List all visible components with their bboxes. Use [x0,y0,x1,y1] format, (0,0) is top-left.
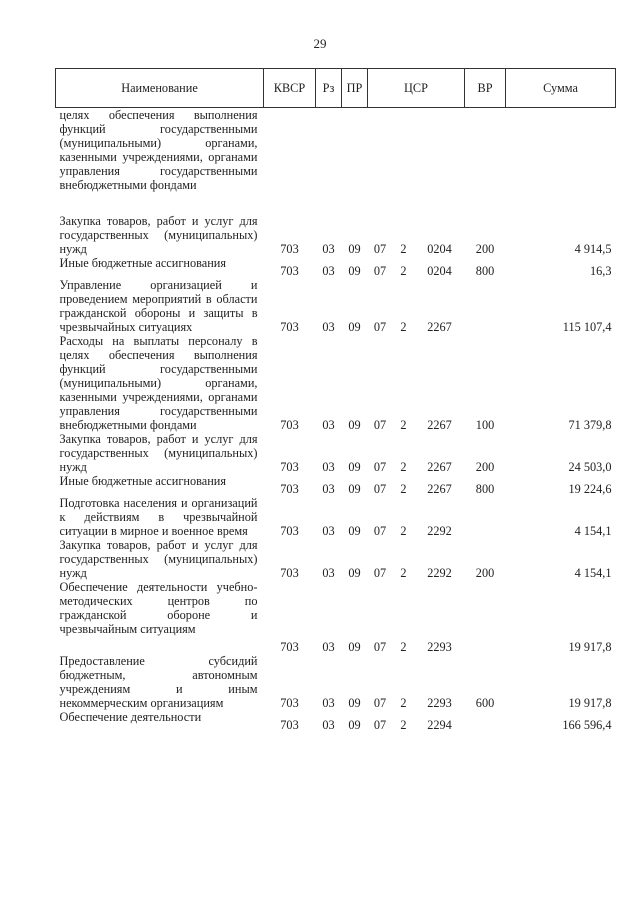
row-csr-program: 07 [373,523,387,538]
row-sum: 166 596,4 [562,717,612,732]
row-name: Обеспечение деятельности учебно-методических центров по гражданской обороне и чрезвычайным ситуациям [59,579,258,636]
row-csr-sub: 2 [400,717,407,732]
row-rz: 03 [322,717,335,732]
row-name: Расходы на выплаты персоналу в целях обеспечения выполнения функций государственными (муниципальными) органами, казенными учреждениями, органами управления государственными внебюджетными фондами [59,333,258,432]
row-kvsr: 703 [280,319,299,334]
header-vr: ВР [465,69,506,108]
row-csr-code: 2293 [427,639,452,654]
row-csr-sub: 2 [400,241,407,256]
row-rz: 03 [322,565,335,580]
row-name: Иные бюджетные ассигнования [59,473,227,488]
table-row [56,278,616,334]
row-kvsr: 703 [280,565,299,580]
row-kvsr: 703 [280,481,299,496]
row-vr [465,496,506,538]
row-pr: 09 [348,639,361,654]
table-row [56,214,616,256]
row-pr: 09 [348,459,361,474]
row-vr [465,580,506,654]
row-csr-sub: 2 [400,565,407,580]
row-csr-program: 07 [373,241,387,256]
row-pr: 09 [348,695,361,710]
row-kvsr: 703 [280,459,299,474]
table-row [56,474,616,496]
row-vr: 200 [475,241,495,256]
table-row [56,496,616,538]
row-csr-sub: 2 [400,263,407,278]
row-vr: 200 [475,459,495,474]
row-name: Предоставление субсидий бюджетным, автономным учреждениям и иным некоммерческим организациям [59,653,258,710]
row-csr-sub: 2 [400,459,407,474]
header-sum: Сумма [506,69,616,108]
row-vr: 800 [475,481,495,496]
row-csr-sub [393,108,415,214]
row-sum: 4 154,1 [574,523,612,538]
row-rz: 03 [322,695,335,710]
row-rz: 03 [322,481,335,496]
row-name: целях обеспечения выполнения функций государственными (муниципальными) органами, казенными учреждениями, органами управления государственными внебюджетными фондами [59,108,258,192]
row-rz: 03 [322,319,335,334]
table-row [56,108,616,214]
row-csr-program: 07 [373,319,387,334]
row-sum [506,108,616,214]
row-vr: 200 [475,565,495,580]
row-kvsr: 703 [280,263,299,278]
row-pr: 09 [348,717,361,732]
row-kvsr [264,108,316,214]
row-sum: 16,3 [590,263,612,278]
row-pr: 09 [348,565,361,580]
row-rz: 03 [322,523,335,538]
row-csr-code: 2294 [427,717,452,732]
table-row [56,432,616,474]
row-csr-program: 07 [373,695,387,710]
table-row [56,710,616,732]
row-pr: 09 [348,481,361,496]
row-csr-code: 2293 [427,695,452,710]
row-rz: 03 [322,639,335,654]
table-row [56,256,616,278]
row-csr-program: 07 [373,263,387,278]
row-vr: 600 [475,695,495,710]
row-csr-code: 0204 [427,241,452,256]
row-csr-program: 07 [373,459,387,474]
row-pr: 09 [348,241,361,256]
row-vr: 800 [475,263,495,278]
row-sum: 4 914,5 [574,241,612,256]
row-csr-code: 2292 [427,523,452,538]
row-csr-program: 07 [373,639,387,654]
header-kvsr: КВСР [264,69,316,108]
row-csr-code: 0204 [427,263,452,278]
row-rz: 03 [322,263,335,278]
row-kvsr: 703 [280,695,299,710]
row-name: Подготовка населения и организаций к действиям в чрезвычайной ситуации в мирное и военное время [59,495,258,538]
row-csr-code [415,108,465,214]
table-row [56,654,616,710]
row-kvsr: 703 [280,639,299,654]
table-header-row [56,69,616,108]
row-csr-code: 2267 [427,459,452,474]
row-pr: 09 [348,263,361,278]
row-pr: 09 [348,417,361,432]
row-csr-code: 2267 [427,417,452,432]
row-name: Закупка товаров, работ и услуг для государственных (муниципальных) нужд [59,213,258,256]
row-csr-program: 07 [373,565,387,580]
row-csr-program: 07 [373,717,387,732]
row-sum: 19 224,6 [568,481,612,496]
row-csr-sub: 2 [400,523,407,538]
row-csr-sub: 2 [400,481,407,496]
header-pr: ПР [342,69,368,108]
row-sum: 19 917,8 [568,639,612,654]
table-row [56,538,616,580]
row-csr-program: 07 [373,417,387,432]
row-name: Управление организацией и проведением мероприятий в области гражданской обороны и защиты в чрезвычайных ситуациях [59,277,258,334]
row-kvsr: 703 [280,241,299,256]
row-sum: 4 154,1 [574,565,612,580]
row-name: Закупка товаров, работ и услуг для государственных (муниципальных) нужд [59,537,258,580]
row-csr-sub: 2 [400,319,407,334]
row-sum: 24 503,0 [568,459,612,474]
table-row [56,580,616,654]
row-csr-code: 2267 [427,319,452,334]
row-kvsr: 703 [280,523,299,538]
row-rz [316,108,342,214]
row-sum: 115 107,4 [562,319,612,334]
row-csr-program: 07 [373,481,387,496]
row-pr: 09 [348,319,361,334]
row-rz: 03 [322,417,335,432]
row-vr: 100 [475,417,495,432]
row-kvsr: 703 [280,717,299,732]
row-csr-sub: 2 [400,639,407,654]
row-kvsr: 703 [280,417,299,432]
page-number: 29 [313,36,327,51]
table-row [56,334,616,432]
row-vr [465,710,506,732]
row-name: Иные бюджетные ассигнования [59,255,227,270]
row-csr-program [368,108,393,214]
header-rz: Рз [316,69,342,108]
row-rz: 03 [322,241,335,256]
row-name: Закупка товаров, работ и услуг для государственных (муниципальных) нужд [59,431,258,474]
header-name: Наименование [56,69,264,108]
row-pr [342,108,368,214]
row-sum: 71 379,8 [568,417,612,432]
budget-table [55,68,616,732]
row-pr: 09 [348,523,361,538]
row-csr-sub: 2 [400,695,407,710]
row-csr-code: 2292 [427,565,452,580]
row-vr [465,278,506,334]
header-csr: ЦСР [368,69,465,108]
row-sum: 19 917,8 [568,695,612,710]
row-vr [465,108,506,214]
row-name: Обеспечение деятельности [59,709,202,724]
row-csr-sub: 2 [400,417,407,432]
row-csr-code: 2267 [427,481,452,496]
row-rz: 03 [322,459,335,474]
